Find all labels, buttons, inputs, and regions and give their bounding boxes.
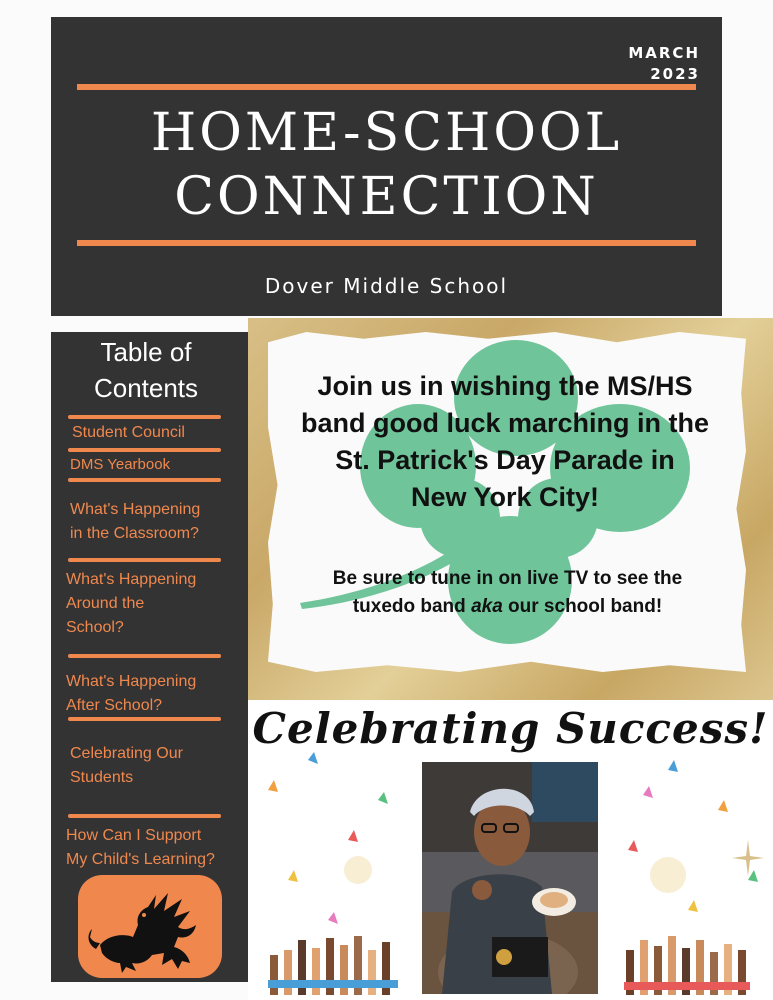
- toc-item-label: After School?: [66, 697, 163, 714]
- issue-date: [628, 43, 700, 85]
- issue-year: 2023: [650, 65, 700, 83]
- raised-hands-right: [624, 936, 750, 995]
- student-photo-illustration: [422, 762, 598, 994]
- toc-item-classroom[interactable]: [70, 498, 200, 546]
- toc-heading: [51, 334, 241, 406]
- toc-item-around-school[interactable]: [66, 568, 196, 640]
- headline-line-2: band good luck marching in the: [300, 408, 710, 438]
- celebrating-title: Celebrating Success!: [252, 704, 769, 753]
- toc-item-label: DMS Yearbook: [70, 456, 171, 473]
- toc-divider: [68, 478, 221, 482]
- toc-heading-line-2: Contents: [93, 373, 199, 403]
- toc-item-after-school[interactable]: [66, 670, 196, 718]
- headline-line-1: Join us in wishing the MS/HS: [317, 371, 693, 401]
- newsletter-title: [51, 101, 722, 229]
- dragon-icon: [78, 875, 222, 978]
- toc-item-dms-yearbook[interactable]: [70, 453, 170, 477]
- school-logo: [78, 875, 222, 978]
- toc-divider: [68, 814, 221, 818]
- toc-item-label: in the Classroom?: [70, 525, 199, 542]
- toc-divider: [68, 558, 221, 562]
- toc-divider: [68, 415, 221, 419]
- toc-item-label: School?: [66, 619, 124, 636]
- toc-item-celebrating-students[interactable]: [70, 742, 183, 790]
- toc-item-label: Students: [70, 769, 134, 786]
- toc-item-label: What's Happening: [70, 501, 201, 518]
- title-line-1: HOME-SCHOOL: [150, 103, 623, 163]
- announcement-headline: [255, 368, 755, 516]
- celebrating-success-section: [248, 700, 773, 1000]
- toc-item-label: How Can I Support: [66, 827, 202, 844]
- toc-divider: [68, 448, 221, 452]
- subtext-emphasis: aka: [471, 596, 503, 617]
- school-name: Dover Middle School: [264, 274, 509, 298]
- newsletter-header: [51, 17, 722, 316]
- subtext-before: tuxedo band: [352, 596, 472, 617]
- toc-item-label: My Child's Learning?: [66, 851, 215, 868]
- announcement-subtext: [275, 565, 740, 621]
- header-rule-top: [77, 84, 696, 90]
- raised-hands-left: [268, 936, 398, 995]
- toc-item-student-council[interactable]: [72, 421, 185, 445]
- subtext-line-1: Be sure to tune in on live TV to see the: [332, 568, 683, 589]
- headline-line-3: St. Patrick's Day Parade in: [335, 445, 675, 475]
- table-of-contents: [51, 332, 248, 982]
- toc-divider: [68, 654, 221, 658]
- toc-item-label: What's Happening: [66, 571, 197, 588]
- header-rule-bottom: [77, 240, 696, 246]
- toc-item-label: What's Happening: [66, 673, 197, 690]
- toc-heading-line-1: Table of: [100, 337, 192, 367]
- toc-item-label: Celebrating Our: [70, 745, 183, 762]
- subtext-line-2: [275, 593, 740, 621]
- toc-divider: [68, 717, 221, 721]
- headline-line-4: New York City!: [410, 482, 600, 512]
- student-photo: [422, 762, 598, 994]
- toc-item-support-learning[interactable]: [66, 824, 215, 872]
- title-line-2: CONNECTION: [174, 167, 599, 227]
- toc-item-label: Around the: [66, 595, 145, 612]
- subtext-after: our school band!: [502, 596, 663, 617]
- issue-month: MARCH: [628, 44, 700, 62]
- toc-item-label: Student Council: [72, 424, 185, 441]
